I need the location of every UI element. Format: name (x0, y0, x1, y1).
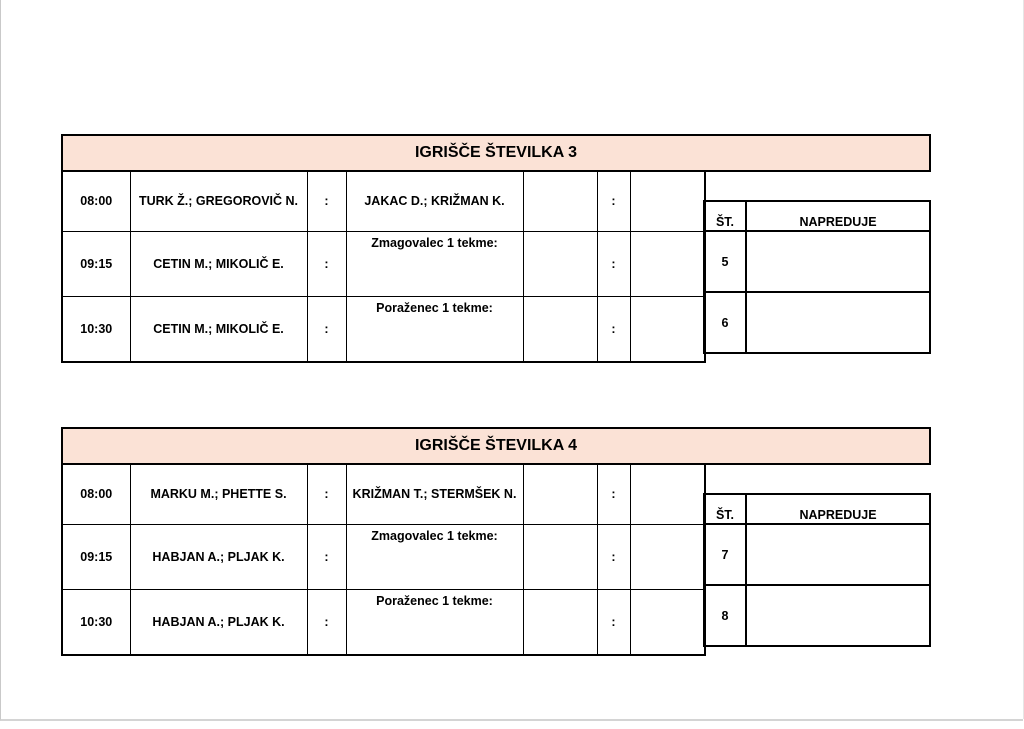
game-number: 8 (704, 585, 746, 646)
game-row (62, 232, 705, 297)
team2-note: Poraženec 1 tekme: (346, 590, 523, 656)
score-team2[interactable] (630, 525, 705, 590)
game-row (62, 297, 705, 363)
game-time: 09:15 (62, 232, 130, 297)
advances-cell[interactable] (746, 524, 930, 585)
result-row (704, 585, 930, 646)
game-row (62, 590, 705, 656)
score-team2[interactable] (630, 464, 705, 525)
score-team2[interactable] (630, 297, 705, 363)
game-time: 10:30 (62, 297, 130, 363)
team1-name: HABJAN A.; PLJAK K. (130, 590, 307, 656)
team2-note: Poraženec 1 tekme: (346, 297, 523, 363)
team2-note: Zmagovalec 1 tekme: (346, 232, 523, 297)
advances-cell[interactable] (746, 292, 930, 353)
game-row (62, 171, 705, 232)
results-table (703, 493, 931, 647)
team1-name: MARKU M.; PHETTE S. (130, 464, 307, 525)
team2-name: KRIŽMAN T.; STERMŠEK N. (346, 464, 523, 525)
team1-name: CETIN M.; MIKOLIČ E. (130, 297, 307, 363)
results-table (703, 200, 931, 354)
score-separator: : (597, 171, 630, 232)
team1-name: TURK Ž.; GREGOROVIČ N. (130, 171, 307, 232)
score-separator: : (597, 232, 630, 297)
result-row (704, 524, 930, 585)
court-title: IGRIŠČE ŠTEVILKA 3 (61, 134, 931, 172)
team2-name: JAKAC D.; KRIŽMAN K. (346, 171, 523, 232)
advances-cell[interactable] (746, 231, 930, 292)
advances-header: NAPREDUJE (746, 494, 930, 524)
game-number: 7 (704, 524, 746, 585)
team1-name: HABJAN A.; PLJAK K. (130, 525, 307, 590)
game-time: 08:00 (62, 171, 130, 232)
score-team1[interactable] (523, 525, 597, 590)
number-header: ŠT. (704, 494, 746, 524)
score-team1[interactable] (523, 297, 597, 363)
game-time: 09:15 (62, 525, 130, 590)
advances-header: NAPREDUJE (746, 201, 930, 231)
games-table (61, 170, 706, 363)
results-header-row (704, 201, 930, 231)
separator: : (307, 590, 346, 656)
game-number: 6 (704, 292, 746, 353)
team2-note: Zmagovalec 1 tekme: (346, 525, 523, 590)
score-separator: : (597, 297, 630, 363)
court-3-schedule (61, 134, 931, 357)
separator: : (307, 232, 346, 297)
score-team2[interactable] (630, 590, 705, 656)
court-4-schedule (61, 427, 931, 650)
score-team1[interactable] (523, 171, 597, 232)
score-team1[interactable] (523, 590, 597, 656)
score-separator: : (597, 464, 630, 525)
number-header: ŠT. (704, 201, 746, 231)
advances-cell[interactable] (746, 585, 930, 646)
score-team1[interactable] (523, 232, 597, 297)
game-time: 10:30 (62, 590, 130, 656)
score-separator: : (597, 590, 630, 656)
game-row (62, 525, 705, 590)
score-team2[interactable] (630, 171, 705, 232)
separator: : (307, 464, 346, 525)
court-title: IGRIŠČE ŠTEVILKA 4 (61, 427, 931, 465)
game-time: 08:00 (62, 464, 130, 525)
separator: : (307, 171, 346, 232)
team1-name: CETIN M.; MIKOLIČ E. (130, 232, 307, 297)
game-row (62, 464, 705, 525)
games-table (61, 463, 706, 656)
result-row (704, 231, 930, 292)
score-separator: : (597, 525, 630, 590)
results-header-row (704, 494, 930, 524)
separator: : (307, 297, 346, 363)
result-row (704, 292, 930, 353)
game-number: 5 (704, 231, 746, 292)
score-team1[interactable] (523, 464, 597, 525)
score-team2[interactable] (630, 232, 705, 297)
separator: : (307, 525, 346, 590)
